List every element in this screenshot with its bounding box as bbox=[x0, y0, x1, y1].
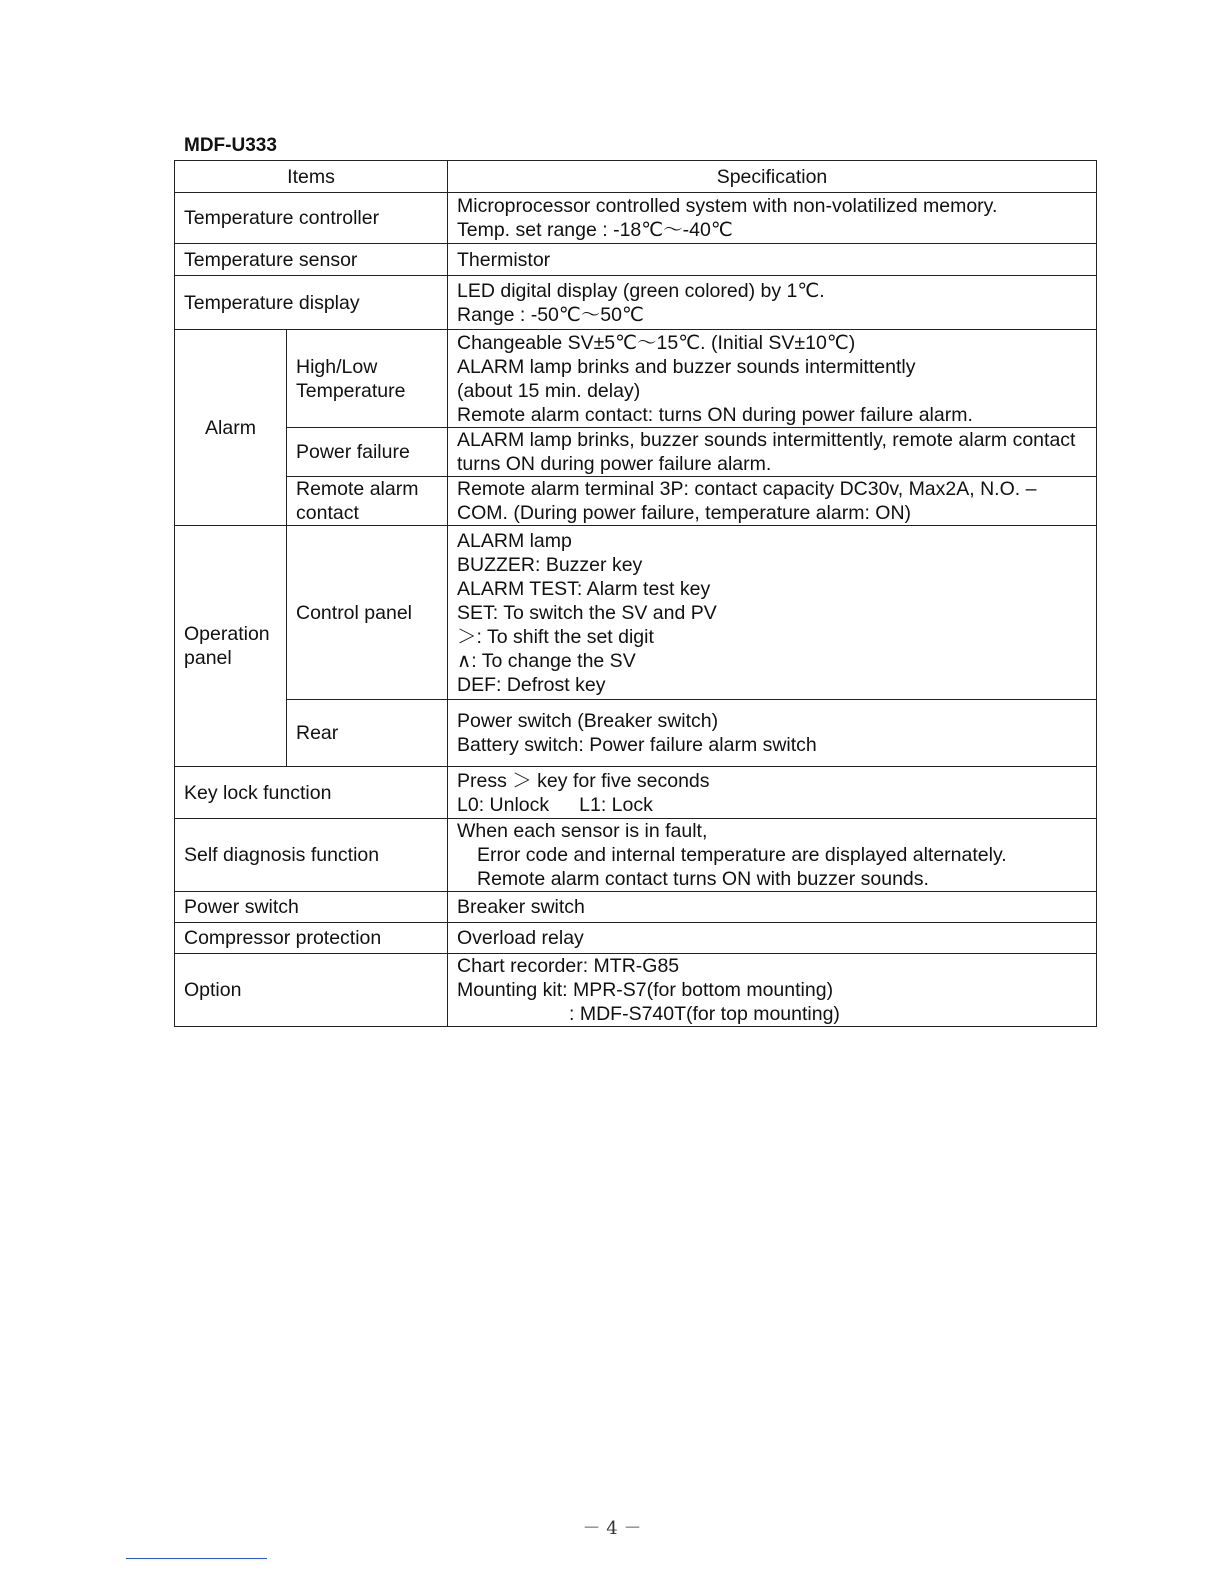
row-temperature-display bbox=[175, 276, 1097, 330]
spec-line: SET: To switch the SV and PV bbox=[457, 601, 717, 624]
spec-line: ALARM lamp brinks and buzzer sounds intermittently bbox=[457, 355, 916, 378]
table-header-row bbox=[175, 161, 1097, 193]
spec-line: ALARM TEST: Alarm test key bbox=[457, 577, 711, 600]
row-compressor-protection bbox=[175, 923, 1097, 954]
subitem-label: Temperature bbox=[296, 379, 406, 402]
item-key-lock: Key lock function bbox=[175, 767, 448, 819]
subitem-rear: Rear bbox=[287, 700, 448, 767]
spec-line: When each sensor is in fault, bbox=[457, 820, 708, 842]
item-alarm: Alarm bbox=[175, 330, 287, 526]
spec-line: Chart recorder: MTR-G85 bbox=[457, 955, 680, 977]
spec-rear bbox=[448, 700, 1097, 767]
spec-key-lock bbox=[448, 767, 1097, 819]
spec-power-switch: Breaker switch bbox=[448, 892, 1097, 923]
spec-option bbox=[448, 954, 1097, 1027]
item-label: Operation bbox=[184, 623, 270, 645]
spec-high-low-temperature bbox=[448, 330, 1097, 428]
header-items: Items bbox=[175, 161, 448, 193]
subitem-remote-alarm-contact: Remote alarm contact bbox=[287, 477, 448, 526]
spec-line: Temp. set range : -18℃～-40℃ bbox=[457, 219, 733, 241]
row-power-switch bbox=[175, 892, 1097, 923]
model-title: MDF-U333 bbox=[184, 135, 277, 156]
row-key-lock bbox=[175, 767, 1097, 819]
row-alarm-high-low bbox=[175, 330, 1097, 428]
page-number: － 4 － bbox=[582, 1518, 642, 1539]
spec-line: : MDF-S740T(for top mounting) bbox=[569, 1003, 840, 1025]
spec-power-failure: ALARM lamp brinks, buzzer sounds intermittently, remote alarm contact turns ON during power failure alarm. bbox=[448, 428, 1097, 477]
spec-line: ALARM lamp bbox=[457, 529, 572, 552]
footnote-separator bbox=[126, 1558, 267, 1559]
row-temperature-controller bbox=[175, 193, 1097, 244]
spec-line: Mounting kit: MPR-S7(for bottom mounting) bbox=[457, 979, 834, 1001]
spec-line: Remote alarm contact: turns ON during power failure alarm. bbox=[457, 403, 973, 426]
item-compressor-protection: Compressor protection bbox=[175, 923, 448, 954]
item-label: panel bbox=[184, 647, 232, 669]
subitem-control-panel: Control panel bbox=[287, 526, 448, 700]
header-specification: Specification bbox=[448, 161, 1097, 193]
spec-line: Microprocessor controlled system with non-volatilized memory. bbox=[457, 195, 998, 217]
spec-self-diagnosis bbox=[448, 819, 1097, 892]
spec-line: ∧: To change the SV bbox=[457, 649, 636, 672]
spec-control-panel bbox=[448, 526, 1097, 700]
item-operation-panel bbox=[175, 526, 287, 767]
row-operation-control-panel bbox=[175, 526, 1097, 700]
item-temperature-display: Temperature display bbox=[175, 276, 448, 330]
subitem-high-low-temperature bbox=[287, 330, 448, 428]
spec-remote-alarm-contact: Remote alarm terminal 3P: contact capacity DC30v, Max2A, N.O. –COM. (During power failure, temperature alarm: ON) bbox=[448, 477, 1097, 526]
row-self-diagnosis bbox=[175, 819, 1097, 892]
lock-text: L1: Lock bbox=[579, 793, 653, 816]
spec-temperature-sensor: Thermistor bbox=[448, 244, 1097, 276]
row-option bbox=[175, 954, 1097, 1027]
row-temperature-sensor bbox=[175, 244, 1097, 276]
spec-line: BUZZER: Buzzer key bbox=[457, 553, 643, 576]
subitem-label: High/Low bbox=[296, 355, 378, 378]
spec-temperature-display bbox=[448, 276, 1097, 330]
spec-line: Battery switch: Power failure alarm switch bbox=[457, 734, 817, 756]
specification-table bbox=[174, 160, 1097, 1027]
spec-line: ＞: To shift the set digit bbox=[457, 625, 654, 648]
spec-line: Remote alarm contact turns ON with buzzer sounds. bbox=[477, 868, 929, 890]
spec-temperature-controller bbox=[448, 193, 1097, 244]
spec-line: Press ＞ key for five seconds bbox=[457, 769, 710, 792]
item-temperature-sensor: Temperature sensor bbox=[175, 244, 448, 276]
row-alarm-remote-contact bbox=[175, 477, 1097, 526]
row-alarm-power-failure bbox=[175, 428, 1097, 477]
unlock-text: L0: Unlock bbox=[457, 793, 550, 816]
spec-compressor-protection: Overload relay bbox=[448, 923, 1097, 954]
item-temperature-controller: Temperature controller bbox=[175, 193, 448, 244]
spec-line bbox=[457, 793, 1087, 817]
spec-line: DEF: Defrost key bbox=[457, 673, 606, 696]
spec-line: (about 15 min. delay) bbox=[457, 379, 641, 402]
item-option: Option bbox=[175, 954, 448, 1027]
spec-line: LED digital display (green colored) by 1℃. bbox=[457, 279, 825, 302]
item-self-diagnosis: Self diagnosis function bbox=[175, 819, 448, 892]
item-power-switch: Power switch bbox=[175, 892, 448, 923]
spec-line: Changeable SV±5℃～15℃. (Initial SV±10℃) bbox=[457, 331, 856, 354]
spec-line: Range : -50℃～50℃ bbox=[457, 303, 644, 326]
row-operation-rear bbox=[175, 700, 1097, 767]
spec-line: Error code and internal temperature are displayed alternately. bbox=[477, 844, 1007, 866]
subitem-power-failure: Power failure bbox=[287, 428, 448, 477]
spec-line: Power switch (Breaker switch) bbox=[457, 710, 719, 732]
